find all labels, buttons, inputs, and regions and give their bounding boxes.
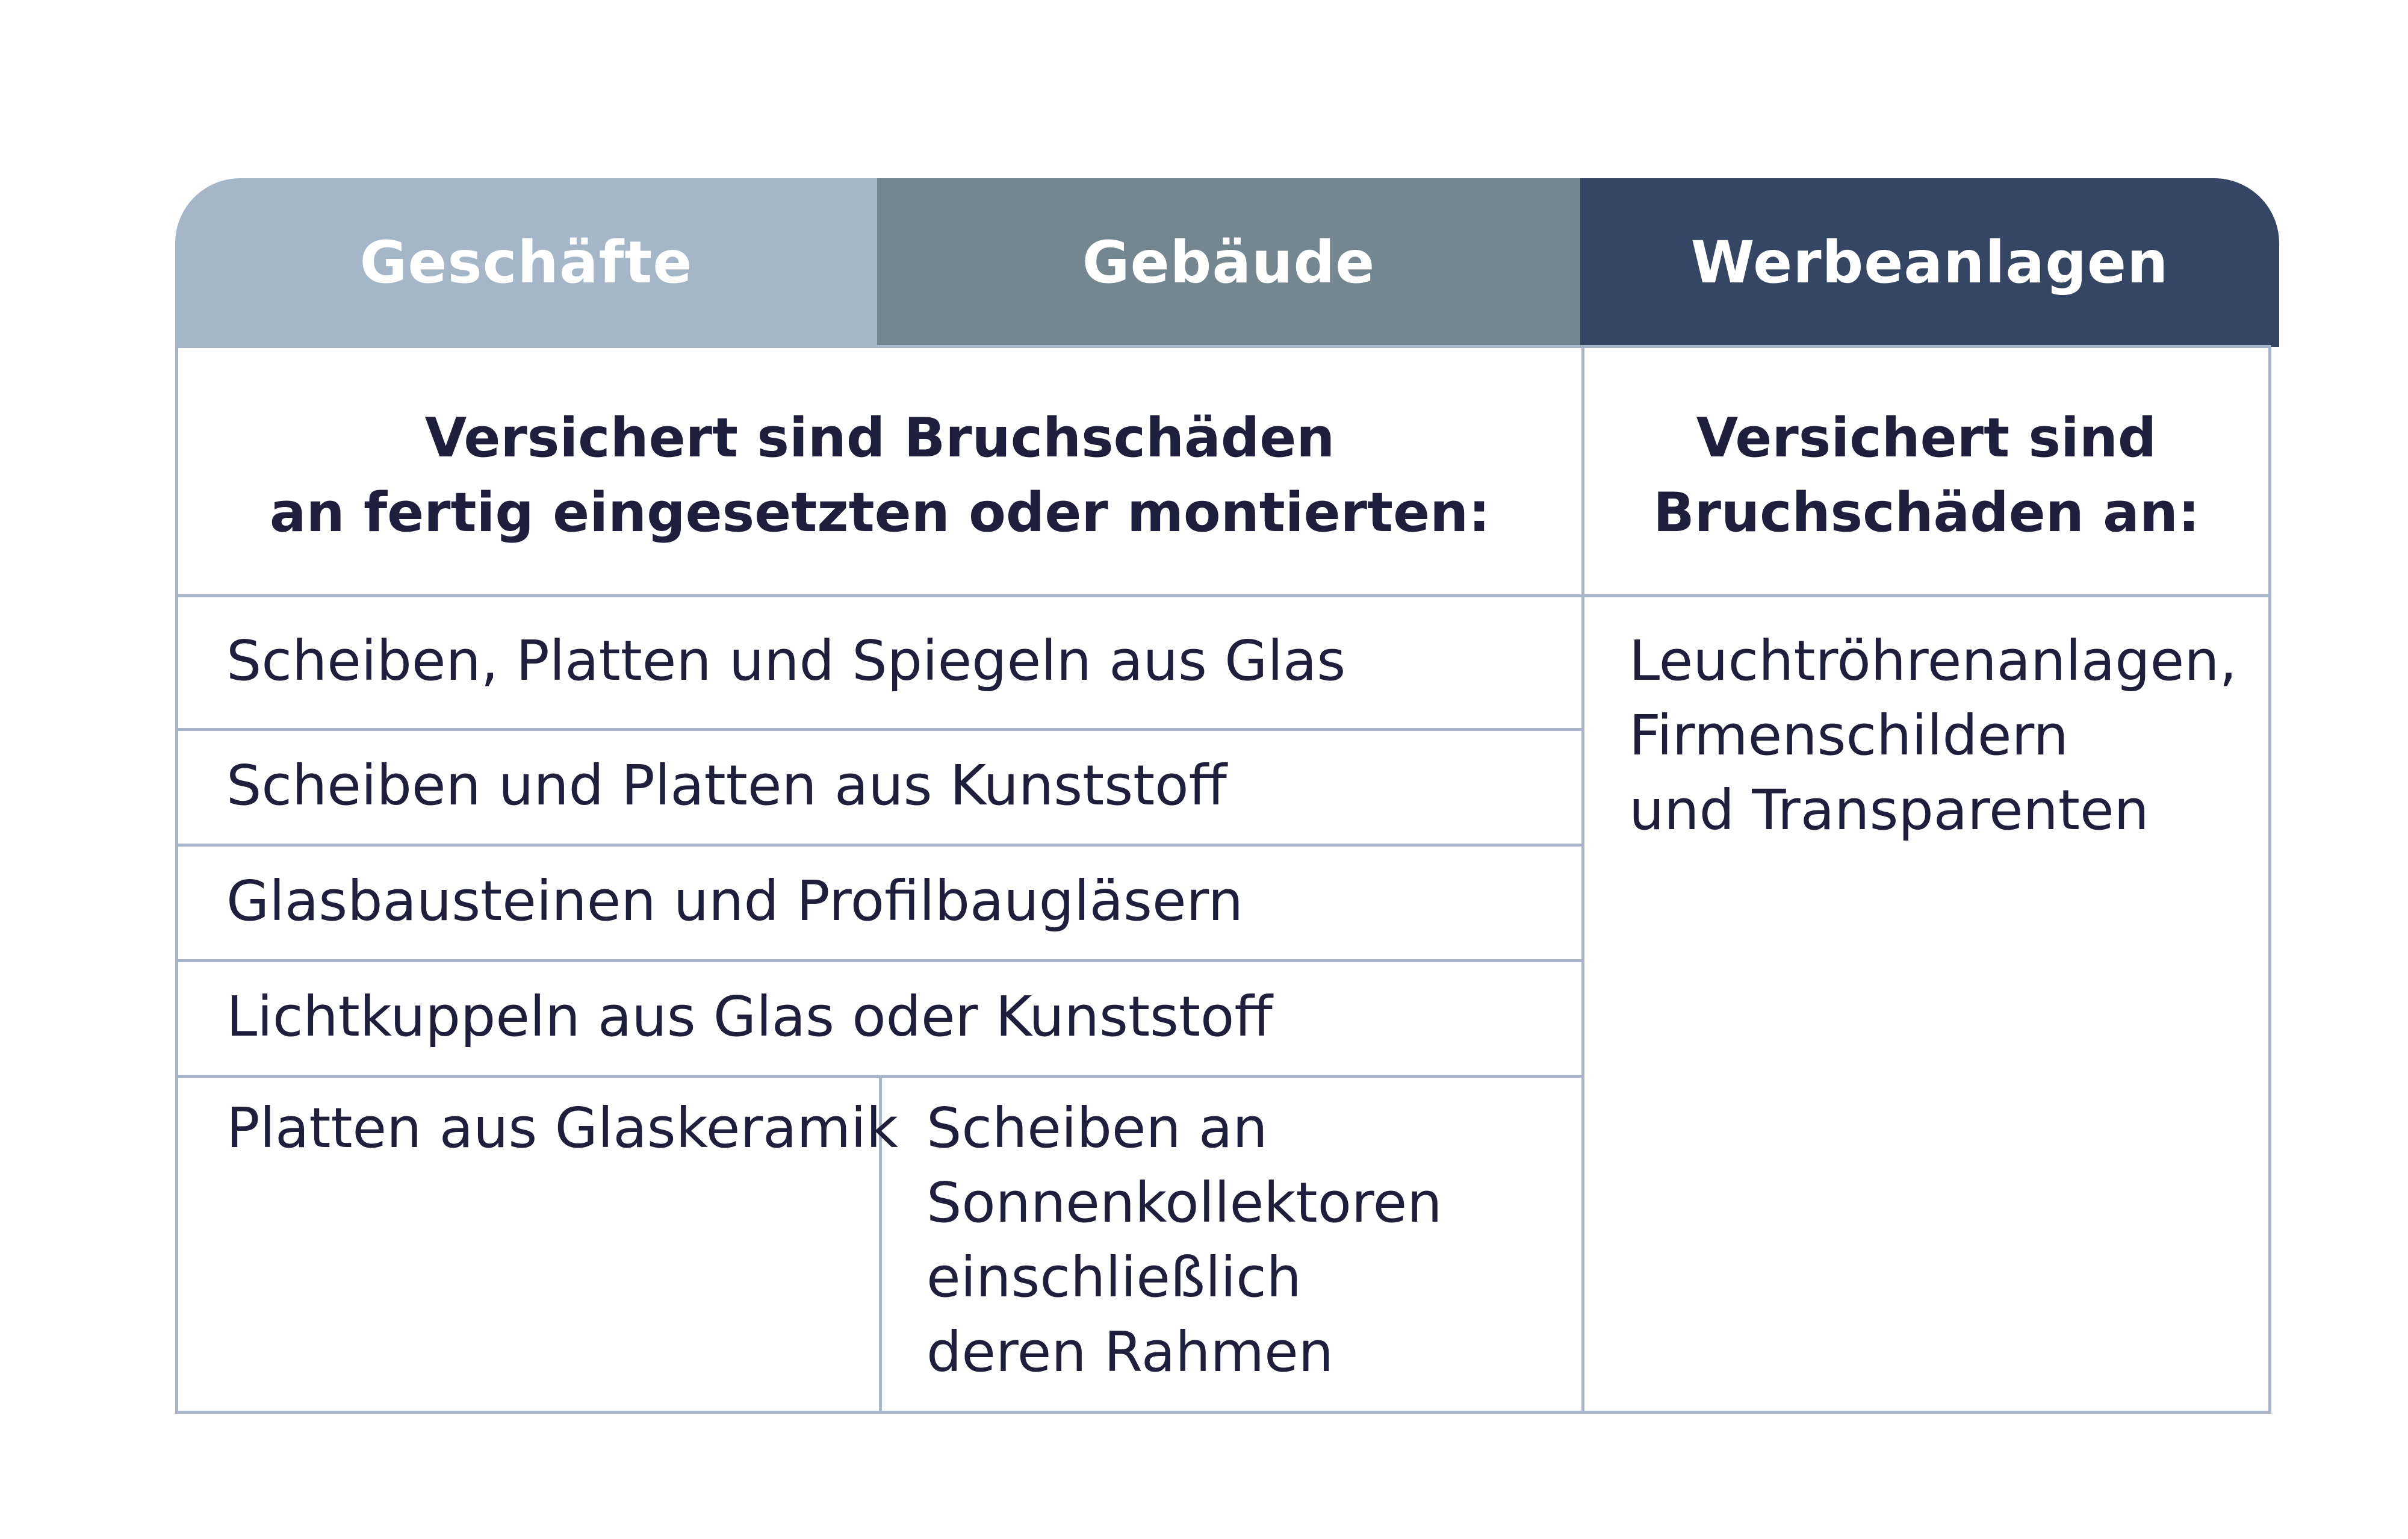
header-gebaeude: Gebäude [877,178,1580,347]
header-werbeanlagen: Werbeanlagen [1580,178,2279,347]
category-header [175,178,2279,347]
divider-row-2 [178,844,1581,847]
row-glass-blocks: Glasbausteinen und Profilbaugläsern [226,869,1244,933]
intro-left [178,401,1581,550]
header-geschaefte: Geschäfte [175,178,877,347]
advertising-line-3: und Transparenten [1629,778,2149,842]
divider-row-1 [178,728,1581,731]
intro-left-line2: an fertig eingesetzten oder montierten: [269,481,1491,544]
solar-line-2: Sonnenkollektoren [926,1171,1442,1235]
solar-line-1: Scheiben an [926,1096,1268,1160]
intro-right [1584,401,2268,550]
advertising-items [1629,624,2237,848]
divider-row-3 [178,959,1581,962]
advertising-line-1: Leuchtröhrenanlagen, [1629,629,2237,693]
row-glass-ceramic: Platten aus Glaskeramik [226,1096,898,1160]
row-plastic-panes: Scheiben und Platten aus Kunststoff [226,753,1227,818]
divider-intro [178,594,2268,597]
intro-left-line1: Versichert sind Bruchschäden [424,406,1335,470]
intro-right-line1: Versichert sind [1696,406,2157,470]
solar-line-4: deren Rahmen [926,1320,1334,1384]
row-glass-panes: Scheiben, Platten und Spiegeln aus Glas [226,629,1346,693]
advertising-line-2: Firmenschildern [1629,703,2068,768]
solar-line-3: einschließlich [926,1245,1302,1310]
row-skylights: Lichtkuppeln aus Glas oder Kunststoff [226,984,1273,1049]
intro-right-line2: Bruchschäden an: [1653,481,2200,544]
coverage-table [175,345,2271,1414]
row-solar-collectors [926,1091,1442,1390]
